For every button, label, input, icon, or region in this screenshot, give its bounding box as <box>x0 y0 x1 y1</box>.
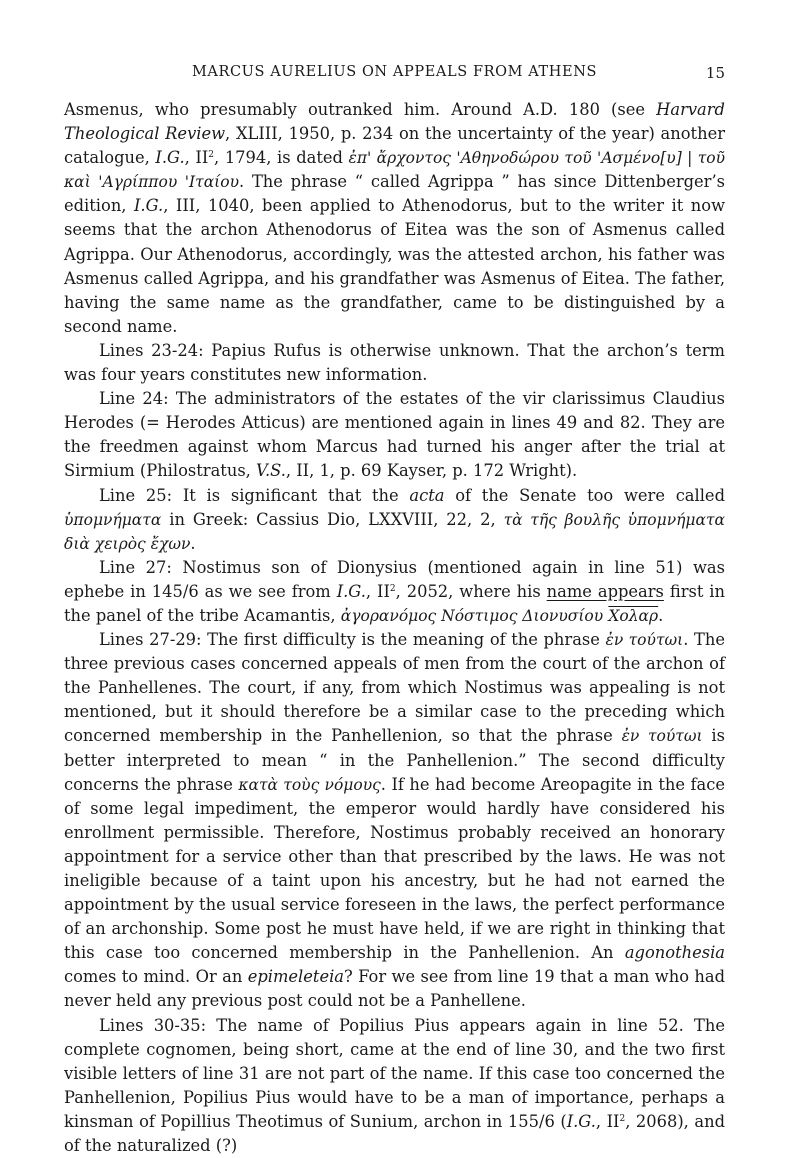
text-run: , II <box>184 148 209 168</box>
text-run: ? For we see from line 19 that a man who had never held any previous post could not be a Panhellene. <box>64 967 725 1011</box>
text-run: , XLIII, 1950, p. 234 on the uncertainty of the year) another catalogue, <box>64 124 726 168</box>
greek-quotation: ἐπ' ἄρχοντος 'Αθηνοδώρου τοῦ 'Ασμένο[υ] | τοῦ καὶ 'Αγρίππου 'Ιταίου <box>64 149 726 192</box>
text-run: , 2068), and of the naturalized (?) <box>64 1111 725 1156</box>
citation-abbreviation: I.G. <box>134 196 164 216</box>
era-abbreviation: A.D. <box>523 100 558 119</box>
text-run: , 1794, is dated <box>214 148 349 168</box>
text-run: Line 24: The administrators of the estates of the vir clarissimus Claudius Herodes (= Herodes Atticus) are mentioned again in lines 49 and 82. They are the freedmen against whom Marcus had turned his anger after the trial at Sirmium (Philostratus, <box>64 389 725 481</box>
journal-title: Harvard Theological Review <box>64 100 725 144</box>
page-number: 15 <box>705 64 725 82</box>
text-run: . <box>658 605 664 625</box>
paragraph-3 <box>64 387 725 483</box>
text-run: Line 25: It is significant that the <box>99 485 410 505</box>
greek-abbreviation: Χολαρ <box>608 606 659 625</box>
text-run: , II, 1, p. 69 Kayser, p. 172 Wright). <box>285 461 578 481</box>
text-run: Lines 30-35: The name of Popilius Pius appears again in line 52. The complete cognomen, being short, came at the end of line 30, and the two first visible letters of line 31 are not part of the name. If this case too concerned the Panhellenion, Popilius Pius would have to be a man of importance, perhaps a kinsman of Popillius Theotimus of Sunium, archon in 155/6 ( <box>64 1015 725 1131</box>
greek-term: ἐν τούτωι <box>621 727 703 746</box>
citation-abbreviation: I.G. <box>566 1111 596 1131</box>
text-run: in Greek: Cassius Dio, LXXVIII, 22, 2, <box>161 509 504 529</box>
text-run: Lines 27-29: The first difficulty is the meaning of the phrase <box>99 630 606 650</box>
text-run: Line 27: Nostimus son of Dionysius (mentioned again in line 51) was ephebe in 145/6 as we see from <box>64 557 725 601</box>
text-run: comes to mind. Or an <box>64 967 248 987</box>
text-run: . The phrase “ called Agrippa ” has since Dittenberger’s edition, <box>64 172 725 216</box>
citation-abbreviation: I.G. <box>155 148 185 168</box>
paragraph-1 <box>64 98 725 339</box>
paragraph-5 <box>64 556 725 628</box>
running-head-title: MARCUS AURELIUS ON APPEALS FROM ATHENS <box>191 64 598 80</box>
text-run: of the Senate too were called <box>444 485 725 505</box>
text-run: Lines 23-24: Papius Rufus is otherwise unknown. That the archon’s term was four years constitutes new information. <box>64 340 725 385</box>
superscript: 2 <box>208 150 215 161</box>
greek-term: κατὰ τοὺς νόμους <box>238 775 381 794</box>
text-run: , II <box>365 581 390 601</box>
greek-quotation: ἀγορανόμος Νόστιμος Διονυσίου <box>340 606 604 625</box>
greek-quotation: τὰ τῆς βουλῆς ὑπομνήματα διὰ χειρὸς ἔχων <box>64 510 725 553</box>
greek-term: ἐν τούτωι <box>605 631 684 650</box>
text-run: first in the panel of the tribe Acamantis, <box>64 581 726 625</box>
paragraph-2 <box>64 339 725 387</box>
latin-term: agonothesia <box>624 943 725 963</box>
text-run: , II <box>595 1111 620 1131</box>
text-run: Asmenus, who presumably outranked him. Around <box>64 100 524 119</box>
text-run: . The three previous cases concerned appeals of men from the court of the archon of the Panhellenes. The court, if any, from which Nostimus was appealing is not mentioned, but it should therefore be a similar case to the preceding which concerned membership in the Panhellenion, so that the phrase <box>64 630 725 746</box>
superscript: 2 <box>389 583 396 594</box>
text-run: is better interpreted to mean “ in the Panhellenion.” The second difficulty concerns the phrase <box>64 726 725 794</box>
citation-abbreviation: I.G. <box>336 581 366 601</box>
text-run: , 2052, where his <box>395 581 547 601</box>
latin-term: acta <box>409 485 445 505</box>
text-run: 180 (see <box>557 100 657 119</box>
text-run: , III, 1040, been applied to Athenodorus, but to the writer it now seems that the archon Athenodorus of Eitea was the son of Asmenus called Agrippa. Our Athenodorus, accordingly, was the attested archon, his father was Asmenus called Agrippa, and his grandfather was Asmenus of Eitea. The father, having the same name as the grandfather, came to be distinguished by a second name. <box>64 196 726 336</box>
latin-term: epimeleteia <box>247 967 344 987</box>
paragraph-4 <box>64 484 725 556</box>
underlined-text: name appears <box>546 581 664 601</box>
superscript: 2 <box>619 1113 626 1124</box>
paragraph-6 <box>64 628 725 1014</box>
greek-term: ὑπομνήματα <box>64 510 162 529</box>
text-run: . If he had become Areopagite in the face of some legal impediment, the emperor would hardly have considered his enrollment permissible. Therefore, Nostimus probably received an honorary appointment for a service other than that prescribed by the laws. He was not ineligible because of a taint upon his ancestry, but he had not earned the appointment by the usual service foreseen in the laws, the perfect performance of an archonship. Some post he must have held, if we are right in thinking that this case too concerned membership in the Panhellenion. An <box>64 774 725 963</box>
paragraph-7 <box>64 1014 725 1158</box>
body-text <box>64 98 725 1158</box>
citation-abbreviation: V.S. <box>256 461 286 481</box>
text-run: . <box>190 533 196 553</box>
running-head <box>64 64 725 86</box>
